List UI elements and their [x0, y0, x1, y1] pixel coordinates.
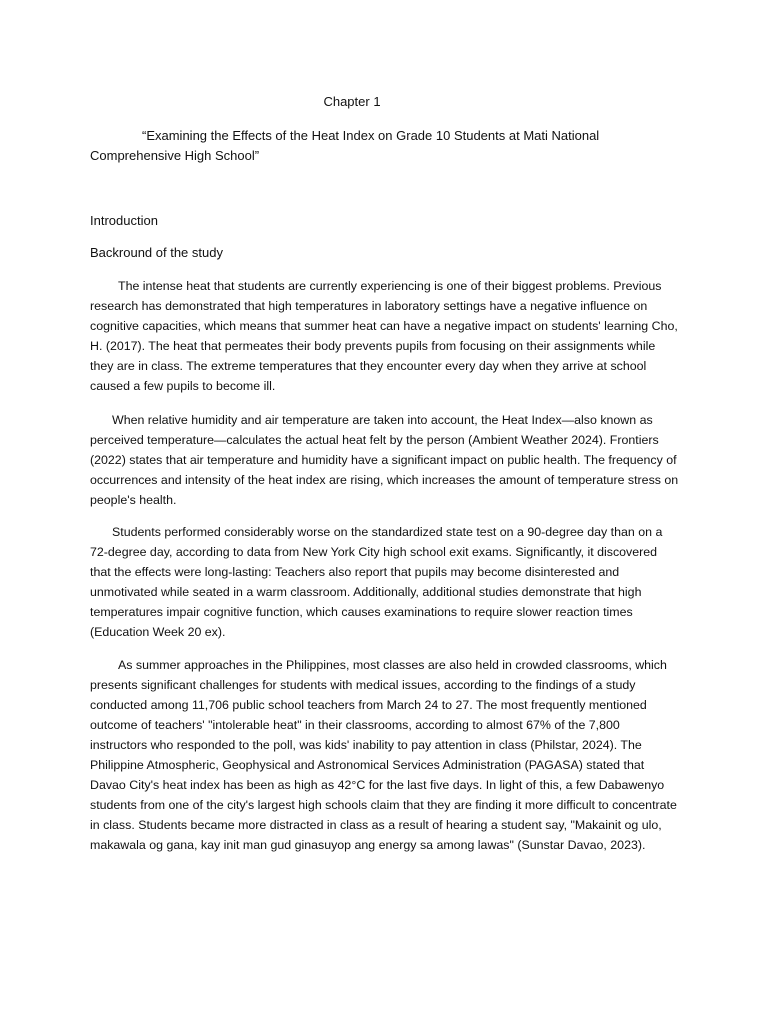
- background-heading: Backround of the study: [90, 245, 223, 260]
- introduction-heading: Introduction: [90, 213, 158, 228]
- paragraph: The intense heat that students are currently experiencing is one of their biggest problems. Previous research has demonstrated that high temperatures in laboratory settings have a negative influence on cognitive capacities, which means that summer heat can have a negative impact on students' learning Cho, H. (2017). The heat that permeates their body prevents pupils from focusing on their assignments while they are in class. The extreme temperatures that they encounter every day when they arrive at school caused a few pupils to become ill.: [90, 279, 678, 393]
- chapter-heading: Chapter 1: [323, 94, 381, 109]
- paragraph: Students performed considerably worse on the standardized state test on a 90-degree day than on a 72-degree day, according to data from New York City high school exit exams. Significantly, it discovered that the effects were long-lasting: Teachers also report that pupils may become disinterested and unmotivated while seated in a warm classroom. Additionally, additional studies demonstrate that high temperatures impair cognitive function, which causes examinations to require slower reaction times (Education Week 20 ex).: [90, 525, 663, 639]
- paragraph: As summer approaches in the Philippines, most classes are also held in crowded classrooms, which presents significant challenges for students with medical issues, according to the findings of a study conducted among 11,706 public school teachers from March 24 to 27. The most frequently mentioned outcome of teachers' "intolerable heat" in their classrooms, according to almost 67% of the 7,800 instructors who responded to the poll, was kids' inability to pay attention in class (Philstar, 2024). The Philippine Atmospheric, Geophysical and Astronomical Services Administration (PAGASA) stated that Davao City's heat index has been as high as 42°C for the last five days. In light of this, a few Dabawenyo students from one of the city's largest high schools claim that they are finding it more difficult to concentrate in class. Students became more distracted in class as a result of hearing a student say, "Makainit og ulo, makawala og gana, kay init man gud ginasuyop ang energy sa among lawas" (Sunstar Davao, 2023).: [90, 658, 677, 852]
- document-title: “Examining the Effects of the Heat Index on Grade 10 Students at Mati National Comprehensive High School”: [90, 128, 600, 163]
- paragraph: When relative humidity and air temperature are taken into account, the Heat Index—also known as perceived temperature—calculates the actual heat felt by the person (Ambient Weather 2024). Frontiers (2022) states that air temperature and humidity have a significant impact on public health. The frequency of occurrences and intensity of the heat index are rising, which increases the amount of temperature stress on people's health.: [90, 413, 679, 507]
